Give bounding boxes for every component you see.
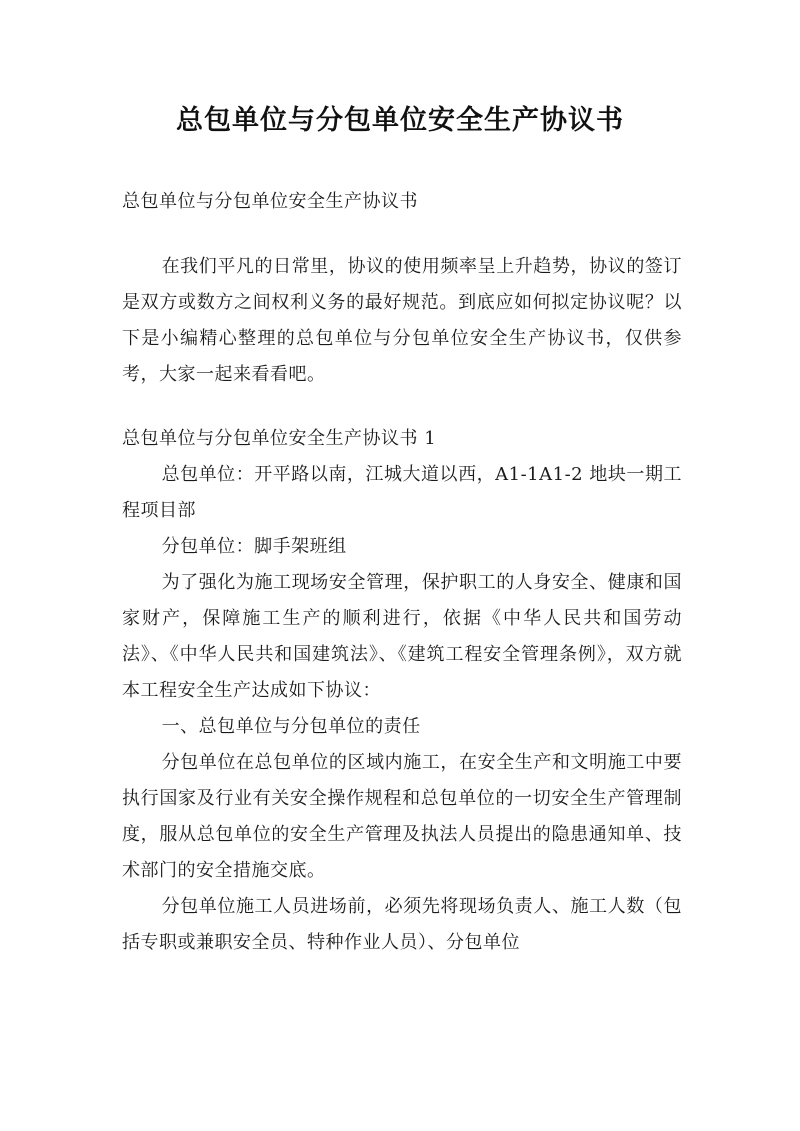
intro-paragraph: 在我们平凡的日常里，协议的使用频率呈上升趋势，协议的签订是双方或数方之间权利义务的最好规范。到底应如何拟定协议呢？以下是小编精心整理的总包单位与分包单位安全生产协议书，仅供参考，大家一起来看看吧。 bbox=[122, 256, 682, 385]
heading-responsibilities: 一、总包单位与分包单位的责任 bbox=[161, 716, 421, 737]
document-body bbox=[122, 184, 682, 961]
paragraph-purpose: 为了强化为施工现场安全管理，保护职工的人身安全、健康和国家财产，保障施工生产的顺利进行，依据《中华人民共和国劳动法》、《中华人民共和国建筑法》、《建筑工程安全管理条例》，双方就本工程安全生产达成如下协议： bbox=[122, 572, 682, 701]
paragraph-subcontractor: 分包单位：脚手架班组 bbox=[161, 536, 347, 557]
paragraph-contractor: 总包单位：开平路以南，江城大道以西，A1-1A1-2 地块一期工程项目部 bbox=[122, 464, 682, 521]
section-title: 总包单位与分包单位安全生产协议书 1 bbox=[122, 428, 437, 449]
document-title: 总包单位与分包单位安全生产协议书 bbox=[176, 105, 624, 136]
paragraph-responsibility-1: 分包单位在总包单位的区域内施工，在安全生产和文明施工中要执行国家及行业有关安全操作规程和总包单位的一切安全生产管理制度，服从总包单位的安全生产管理及执法人员提出的隐患通知单、技术部门的安全措施交底。 bbox=[122, 752, 682, 881]
document-subtitle: 总包单位与分包单位安全生产协议书 bbox=[122, 191, 418, 212]
paragraph-responsibility-2: 分包单位施工人员进场前，必须先将现场负责人、施工人数（包括专职或兼职安全员、特种作业人员）、分包单位 bbox=[122, 896, 682, 953]
